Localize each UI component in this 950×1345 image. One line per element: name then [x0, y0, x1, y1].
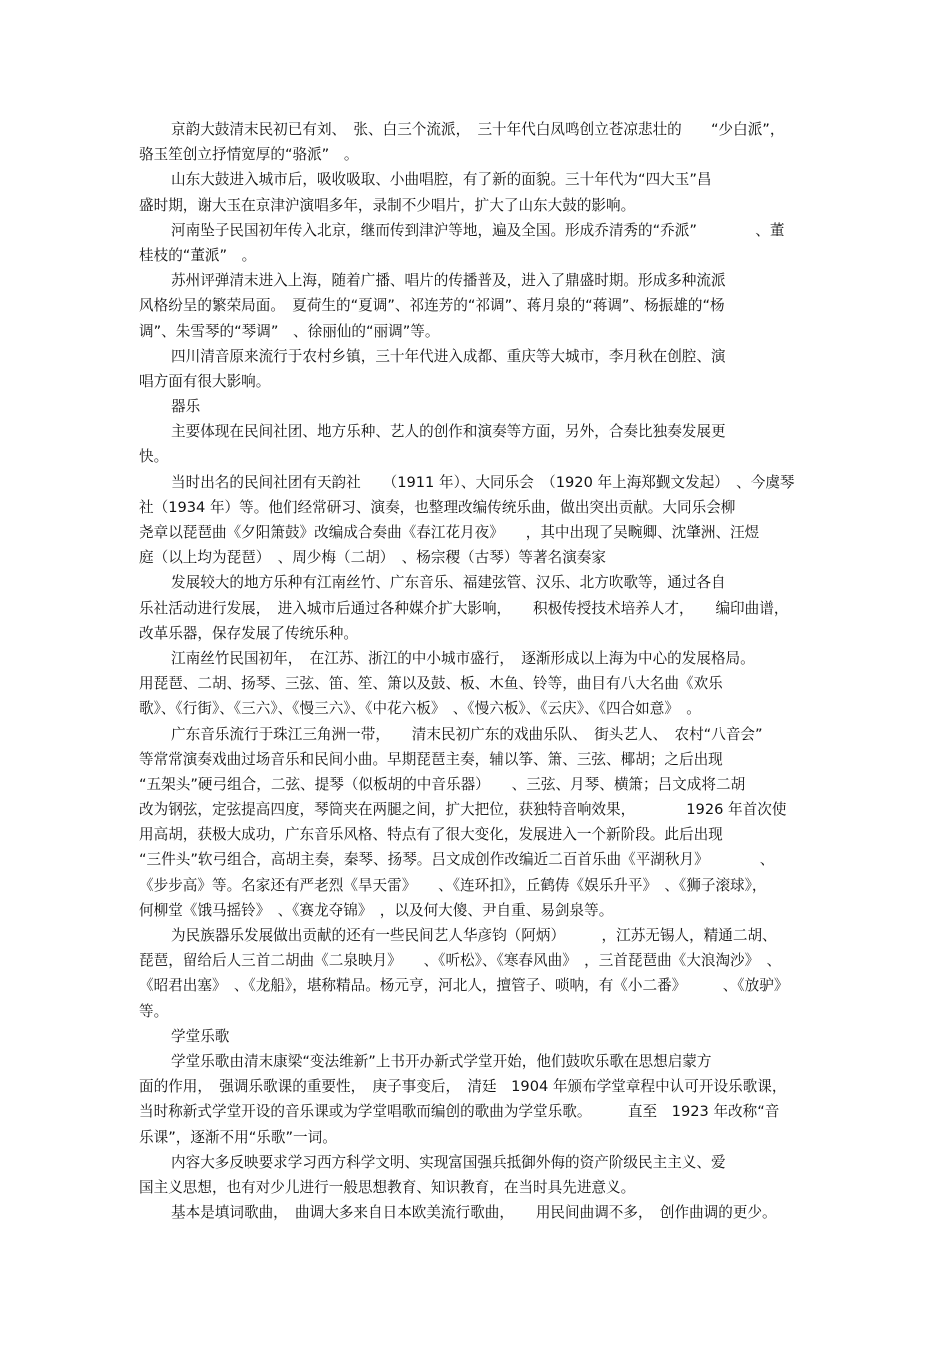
text-line: “三件头”软弓组合，高胡主奏，秦琴、扬琴。吕文成创作改编近二百首乐曲《平湖秋月》 、: [139, 851, 775, 869]
text-line: 用琵琶、二胡、扬琴、三弦、笛、笙、箫以及鼓、板、木鱼、铃等，曲目有八大名曲《欢乐: [139, 675, 723, 693]
text-line: 国主义思想，也有对少儿进行一般思想教育、知识教育，在当时具先进意义。: [139, 1178, 636, 1196]
text-line: 盛时期，谢大玉在京津沪演唱多年，录制不少唱片，扩大了山东大鼓的影响。: [139, 196, 636, 214]
text-line: 等常常演奏戏曲过场音乐和民间小曲。早期琵琶主奏，辅以筝、箫、三弦、椰胡；之后出现: [139, 750, 723, 768]
text-line: 桂枝的“董派” 。: [139, 246, 257, 264]
text-line: 苏州评弹清末进入上海，随着广播、唱片的传播普及，进入了鼎盛时期。形成多种流派: [171, 272, 726, 290]
text-line: 改革乐器，保存发展了传统乐种。: [139, 624, 358, 642]
text-line: 面的作用， 强调乐歌课的重要性， 庚子事变后， 清廷 1904 年颁布学堂章程中认可开设乐歌课，: [139, 1078, 787, 1096]
text-line: 快。: [139, 448, 169, 466]
text-line: 《步步高》等。名家还有严老烈《旱天雷》 、《连环扣》，丘鹤俦《娱乐升平》 、《狮子滚球》，: [139, 876, 767, 894]
text-line: 京韵大鼓清末民初已有刘、 张、白三个流派， 三十年代白凤鸣创立苍凉悲壮的 “少白派”，: [171, 121, 785, 138]
text-line: 尧章以琵琶曲《夕阳箫鼓》改编成合奏曲《春江花月夜》 ，其中出现了吴畹卿、沈肇洲、汪煜: [139, 524, 760, 541]
text-line: 河南坠子民国初年传入北京，继而传到津沪等地，遍及全国。形成乔清秀的“乔派” 、董: [171, 221, 785, 239]
document-page: [139, 117, 819, 1225]
text-line: 基本是填词歌曲， 曲调大多来自日本欧美流行歌曲， 用民间曲调不多， 创作曲调的更少。: [171, 1204, 777, 1222]
text-line: 歌》、《行街》、《三六》、《慢三六》、《中花六板》 、《慢六板》、《云庆》、《四合如意》 。: [139, 700, 701, 718]
text-line: 主要体现在民间社团、地方乐种、艺人的创作和演奏等方面，另外，合奏比独奏发展更: [171, 423, 726, 441]
text-line: 调”、朱雪琴的“琴调” 、徐丽仙的“丽调”等。: [139, 322, 440, 340]
text-line: 何柳堂《饿马摇铃》 、《赛龙夺锦》 ，以及何大傻、尹自重、易剑泉等。: [139, 901, 614, 919]
text-line: 乐社活动进行发展， 进入城市后通过各种媒介扩大影响， 积极传授技术培养人才， 编印曲谱，: [139, 599, 789, 617]
text-line: “五架头”硬弓组合，二弦、提琴（似板胡的中音乐器） 、三弦、月琴、横箫；吕文成将二胡: [139, 775, 746, 793]
text-line: 社（1934 年）等。他们经常研习、演奏，也整理改编传统乐曲，做出突出贡献。大同乐会柳: [139, 498, 736, 516]
text-line: 风格纷呈的繁荣局面。 夏荷生的“夏调”、祁连芳的“祁调”、蒋月泉的“蒋调”、杨振雄的“杨: [139, 297, 725, 315]
text-line: 庭（以上均为琵琶） 、周少梅（二胡） 、杨宗稷（古琴）等著名演奏家: [139, 549, 606, 567]
text-line: 骆玉笙创立抒情宽厚的“骆派” 。: [139, 146, 359, 164]
text-line: 发展较大的地方乐种有江南丝竹、广东音乐、福建弦管、汉乐、北方吹歌等，通过各自: [171, 574, 726, 592]
text-line: 学堂乐歌: [171, 1027, 230, 1045]
text-line: 内容大多反映要求学习西方科学文明、实现富国强兵抵御外侮的资产阶级民主主义、爱: [171, 1153, 726, 1171]
text-line: 为民族器乐发展做出贡献的还有一些民间艺人华彦钧（阿炳） ，江苏无锡人，精通二胡、: [171, 927, 777, 944]
text-line: 山东大鼓进入城市后，吸收吸取、小曲唱腔，有了新的面貌。三十年代为“四大玉”昌: [171, 171, 712, 189]
text-line: 学堂乐歌由清末康梁“变法维新”上书开办新式学堂开始，他们鼓吹乐歌在思想启蒙方: [171, 1052, 712, 1070]
text-line: 当时出名的民间社团有天韵社 （1911 年）、大同乐会 （1920 年上海郑觐文发起） 、今虞琴: [171, 473, 795, 491]
text-line: 改为钢弦，定弦提高四度，琴筒夹在两腿之间，扩大把位，获独特音响效果， 1926 年首次使: [139, 801, 787, 819]
text-line: 当时称新式学堂开设的音乐课或为学堂唱歌而编创的歌曲为学堂乐歌。 直至 1923 年改称“音: [139, 1103, 780, 1121]
text-line: 江南丝竹民国初年， 在江苏、浙江的中小城市盛行， 逐渐形成以上海为中心的发展格局。: [171, 649, 755, 667]
text-line: 广东音乐流行于珠江三角洲一带， 清末民初广东的戏曲乐队、 街头艺人、 农村“八音会”: [171, 725, 763, 743]
text-line: 唱方面有很大影响。: [139, 372, 271, 390]
text-line: 琵琶，留给后人三首二胡曲《二泉映月》 、《听松》、《寒春风曲》 ，三首琵琶曲《大浪淘沙》 、: [139, 952, 782, 970]
text-line: 乐课”，逐渐不用“乐歌”一词。: [139, 1128, 337, 1146]
text-line: 等。: [139, 1002, 169, 1020]
text-line: 四川清音原来流行于农村乡镇，三十年代进入成都、重庆等大城市，李月秋在创腔、演: [171, 347, 726, 365]
text-line: 用高胡，获极大成功，广东音乐风格、特点有了很大变化，发展进入一个新阶段。此后出现: [139, 826, 723, 844]
text-line: 器乐: [171, 398, 201, 416]
text-line: 《昭君出塞》 、《龙船》，堪称精品。杨元亨，河北人，擅管子、唢呐，有《小二番》 、《放驴》: [139, 977, 789, 995]
